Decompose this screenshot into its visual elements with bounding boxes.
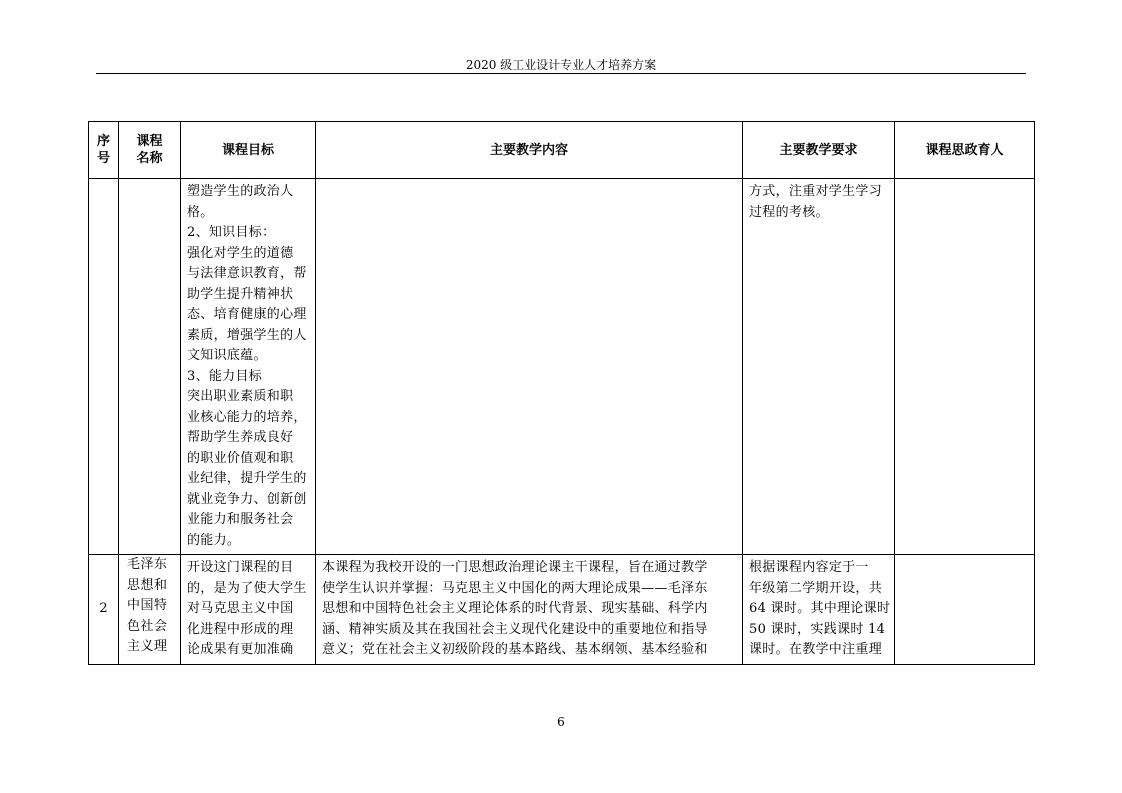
text-line: 50 课时，实践课时 14	[749, 621, 886, 637]
text-line: 本课程为我校开设的一门思想政治理论课主干课程，旨在通过教学	[322, 560, 708, 575]
text-line: 化进程中形成的理	[187, 621, 294, 637]
text-line: 思想和中国特色社会主义理论体系的时代背景、现实基础、科学内	[322, 601, 708, 616]
table-header-row	[89, 122, 1035, 179]
cell-main-requirement	[743, 555, 895, 665]
text-line: 文知识底蕴。	[187, 348, 267, 363]
text-line: 64 课时。其中理论课时	[749, 601, 891, 616]
text-line: 涵、精神实质及其在我国社会主义现代化建设中的重要地位和指导	[322, 621, 708, 637]
text-line: 年级第二学期开设，共	[749, 580, 883, 596]
text-line: 态、培育健康的心理	[187, 307, 307, 322]
col-header-seq-line: 序	[96, 134, 110, 149]
col-header-seq-line: 号	[96, 151, 110, 166]
text-line: 过程的考核。	[749, 204, 829, 220]
page-header-title: 2020 级工业设计专业人才培养方案	[465, 58, 657, 72]
text-line: 塑造学生的政治人	[187, 184, 294, 199]
text-line: 对马克思主义中国	[187, 601, 294, 616]
cell-ideology	[895, 179, 1035, 555]
text-line: 意义；党在社会主义初级阶段的基本路线、基本纲领、基本经验和	[322, 642, 708, 657]
curriculum-table	[88, 121, 1035, 665]
col-header-name-line: 名称	[136, 151, 163, 166]
text-line: 格。	[187, 204, 214, 220]
col-header-ideology: 课程思政育人	[895, 122, 1035, 179]
text-line: 助学生提升精神状	[187, 286, 294, 302]
text-line: 根据课程内容定于一	[749, 560, 869, 575]
text-line: 使学生认识并掌握：马克思主义中国化的两大理论成果——毛泽东	[322, 580, 708, 596]
text-line: 2、知识目标：	[187, 225, 276, 240]
text-line: 的能力。	[187, 532, 241, 548]
col-header-seq	[89, 122, 119, 179]
text-line: 的，是为了使大学生	[187, 580, 307, 596]
text-line: 毛泽东	[127, 557, 168, 572]
main-requirement-text	[743, 555, 894, 664]
text-line: 3、能力目标	[187, 368, 263, 384]
cell-main-content	[316, 179, 743, 555]
cell-course-name	[119, 179, 181, 555]
cell-seq	[89, 179, 119, 555]
cell-main-requirement	[743, 179, 895, 555]
text-line: 论成果有更加准确	[187, 642, 294, 657]
cell-course-goal	[181, 179, 316, 555]
text-line: 课时。在教学中注重理	[749, 642, 883, 657]
col-header-name-line: 课程	[136, 134, 163, 149]
cell-course-name	[119, 555, 181, 665]
col-header-requirement: 主要教学要求	[743, 122, 895, 179]
text-line: 帮助学生养成良好	[187, 430, 294, 445]
page-number: 6	[557, 715, 565, 729]
text-line: 业纪律，提升学生的	[187, 471, 307, 486]
cell-main-content	[316, 555, 743, 665]
cell-course-goal	[181, 555, 316, 665]
text-line: 主义理	[127, 639, 168, 654]
text-line: 思想和	[127, 577, 168, 593]
text-line: 就业竞争力、创新创	[187, 491, 307, 507]
text-line: 开设这门课程的目	[187, 560, 294, 575]
text-line: 业能力和服务社会	[187, 512, 294, 527]
table-row	[89, 555, 1035, 665]
course-goal-text	[181, 179, 315, 554]
main-content-text	[316, 555, 742, 664]
cell-seq: 2	[89, 555, 119, 665]
text-line: 素质，增强学生的人	[187, 327, 307, 343]
text-line: 方式，注重对学生学习	[749, 184, 883, 199]
course-goal-text	[181, 555, 315, 664]
text-line: 的职业价值观和职	[187, 450, 294, 466]
col-header-content: 主要教学内容	[316, 122, 743, 179]
course-name-text	[119, 555, 180, 658]
header-rule	[96, 73, 1026, 74]
text-line: 中国特	[127, 598, 168, 613]
col-header-name	[119, 122, 181, 179]
col-header-goal: 课程目标	[181, 122, 316, 179]
table-row	[89, 179, 1035, 555]
text-line: 色社会	[127, 618, 168, 634]
text-line: 与法律意识教育，帮	[187, 266, 307, 281]
text-line: 业核心能力的培养，	[187, 409, 307, 425]
cell-ideology	[895, 555, 1035, 665]
text-line: 突出职业素质和职	[187, 389, 294, 404]
main-requirement-text	[743, 179, 894, 226]
text-line: 强化对学生的道德	[187, 245, 294, 261]
